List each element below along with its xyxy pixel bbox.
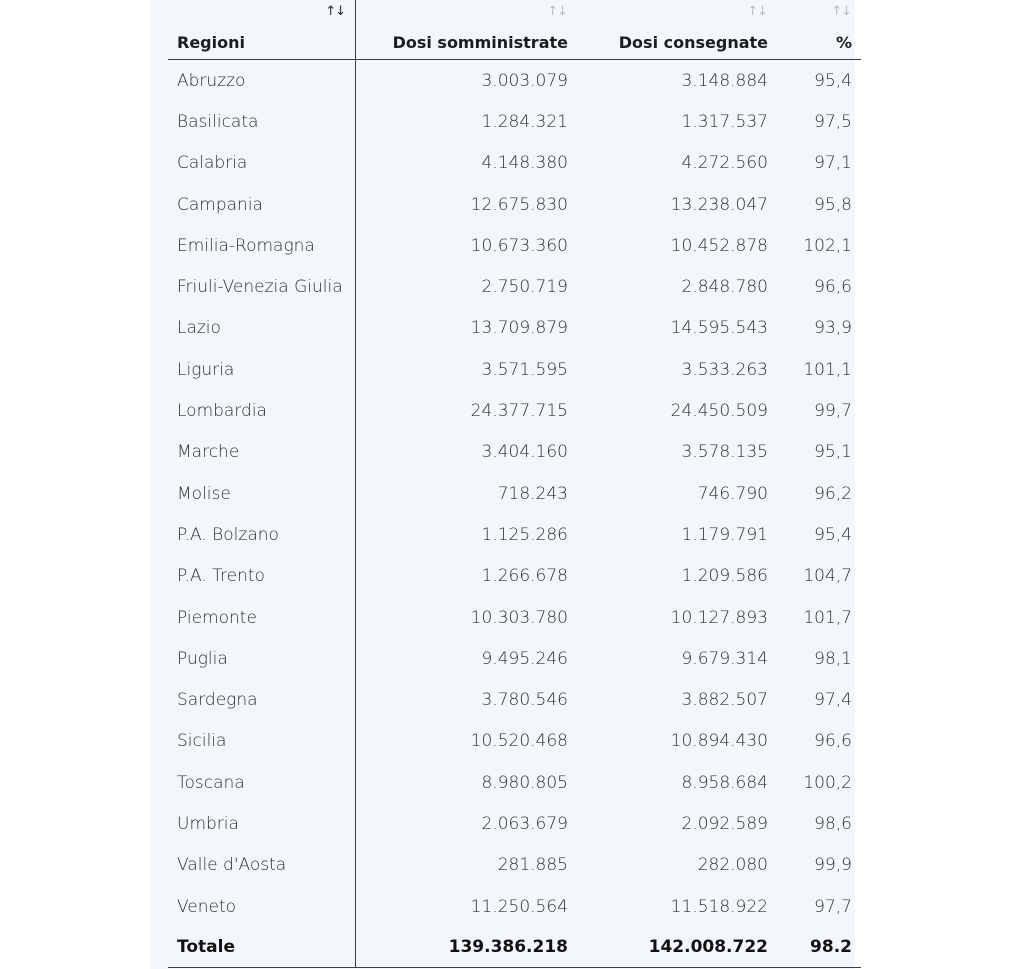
cell-percent: 97,1 — [814, 153, 852, 174]
cell-percent: 97,5 — [814, 111, 852, 132]
cell-delivered: 1.179.791 — [681, 524, 768, 545]
cell-percent: 100,2 — [803, 772, 852, 793]
cell-delivered: 4.272.560 — [681, 153, 768, 174]
cell-percent: 95,1 — [814, 442, 852, 463]
cell-percent: 93,9 — [814, 318, 852, 339]
cell-percent: 97,4 — [814, 690, 852, 711]
cell-administered: 2.750.719 — [481, 277, 568, 298]
cell-delivered: 3.533.263 — [681, 359, 768, 380]
cell-administered: 10.673.360 — [470, 235, 568, 256]
cell-region: Sardegna — [168, 679, 356, 720]
column-header-label: Dosi consegnate — [618, 33, 768, 52]
column-header-delivered[interactable] — [577, 0, 777, 60]
table-body — [168, 60, 861, 968]
column-header-label: Dosi somministrate — [392, 33, 568, 52]
cell-region: Piemonte — [168, 597, 356, 638]
sort-arrows-icon[interactable]: ↑↓ — [747, 4, 767, 19]
table-row — [168, 597, 861, 638]
table-row — [168, 845, 861, 886]
table-row — [168, 101, 861, 142]
table-row — [168, 432, 861, 473]
cell-region: Lombardia — [168, 390, 356, 431]
cell-percent: 97,7 — [814, 896, 852, 917]
table-row — [168, 803, 861, 844]
cell-region: Lazio — [168, 308, 356, 349]
cell-percent: 101,1 — [803, 359, 852, 380]
table-row — [168, 556, 861, 597]
table-row — [168, 514, 861, 555]
table-row — [168, 473, 861, 514]
cell-region: Umbria — [168, 803, 356, 844]
cell-administered: 1.125.286 — [481, 524, 568, 545]
cell-delivered: 2.848.780 — [681, 277, 768, 298]
cell-region: Calabria — [168, 143, 356, 184]
cell-percent: 98,6 — [814, 813, 852, 834]
cell-delivered: 24.450.509 — [670, 401, 768, 422]
cell-administered: 281.885 — [497, 855, 568, 876]
cell-region: Liguria — [168, 349, 356, 390]
cell-region: P.A. Bolzano — [168, 514, 356, 555]
cell-percent: 99,7 — [814, 401, 852, 422]
cell-administered: 4.148.380 — [481, 153, 568, 174]
table-row — [168, 308, 861, 349]
cell-administered: 3.571.595 — [481, 359, 568, 380]
cell-delivered: 10.452.878 — [670, 235, 768, 256]
table-row — [168, 266, 861, 307]
total-percent: 98.2 — [777, 927, 861, 968]
table-row — [168, 638, 861, 679]
table-header — [168, 0, 861, 60]
total-row — [168, 927, 861, 968]
total-delivered: 142.008.722 — [577, 927, 777, 968]
column-header-percent[interactable] — [777, 0, 861, 60]
cell-percent: 95,4 — [814, 70, 852, 91]
cell-administered: 13.709.879 — [470, 318, 568, 339]
cell-percent: 96,6 — [814, 277, 852, 298]
cell-administered: 12.675.830 — [470, 194, 568, 215]
cell-administered: 11.250.564 — [470, 896, 568, 917]
cell-region: Friuli-Venezia Giulia — [168, 266, 356, 307]
cell-percent: 95,4 — [814, 524, 852, 545]
cell-region: Toscana — [168, 762, 356, 803]
header-row — [168, 0, 861, 60]
table-row — [168, 679, 861, 720]
cell-region: Campania — [168, 184, 356, 225]
cell-percent: 96,2 — [814, 483, 852, 504]
cell-delivered: 8.958.684 — [681, 772, 768, 793]
cell-region: Abruzzo — [168, 60, 356, 102]
cell-delivered: 10.894.430 — [670, 731, 768, 752]
cell-delivered: 2.092.589 — [681, 813, 768, 834]
table-row — [168, 886, 861, 927]
total-administered: 139.386.218 — [356, 927, 578, 968]
cell-administered: 2.063.679 — [481, 813, 568, 834]
cell-region: Veneto — [168, 886, 356, 927]
cell-administered: 3.780.546 — [481, 690, 568, 711]
cell-region: P.A. Trento — [168, 556, 356, 597]
sort-arrows-icon[interactable]: ↑↓ — [831, 4, 851, 19]
cell-percent: 99,9 — [814, 855, 852, 876]
cell-delivered: 10.127.893 — [670, 607, 768, 628]
cell-administered: 9.495.246 — [481, 648, 568, 669]
table-row — [168, 721, 861, 762]
cell-delivered: 3.578.135 — [681, 442, 768, 463]
cell-region: Sicilia — [168, 721, 356, 762]
table-row — [168, 60, 861, 102]
table-row — [168, 143, 861, 184]
cell-administered: 8.980.805 — [481, 772, 568, 793]
cell-administered: 10.303.780 — [470, 607, 568, 628]
cell-delivered: 14.595.543 — [670, 318, 768, 339]
cell-delivered: 1.209.586 — [681, 566, 768, 587]
column-header-label: % — [835, 33, 852, 52]
column-header-administered[interactable] — [356, 0, 578, 60]
cell-delivered: 282.080 — [697, 855, 768, 876]
cell-region: Emilia-Romagna — [168, 225, 356, 266]
total-label: Totale — [168, 927, 356, 968]
cell-percent: 101,7 — [803, 607, 852, 628]
vaccine-doses-table — [168, 0, 861, 968]
cell-delivered: 13.238.047 — [670, 194, 768, 215]
table-row — [168, 184, 861, 225]
column-header-label: Regioni — [177, 33, 245, 52]
column-header-regions[interactable] — [168, 0, 356, 60]
cell-delivered: 3.882.507 — [681, 690, 768, 711]
cell-administered: 718.243 — [497, 483, 568, 504]
cell-administered: 24.377.715 — [470, 401, 568, 422]
sort-arrows-icon[interactable]: ↑↓ — [547, 4, 567, 19]
cell-percent: 102,1 — [803, 235, 852, 256]
cell-administered: 3.404.160 — [481, 442, 568, 463]
cell-percent: 104,7 — [803, 566, 852, 587]
cell-administered: 1.266.678 — [481, 566, 568, 587]
cell-percent: 95,8 — [814, 194, 852, 215]
cell-administered: 3.003.079 — [481, 70, 568, 91]
cell-delivered: 9.679.314 — [681, 648, 768, 669]
cell-region: Basilicata — [168, 101, 356, 142]
cell-region: Molise — [168, 473, 356, 514]
cell-administered: 1.284.321 — [481, 111, 568, 132]
cell-delivered: 746.790 — [697, 483, 768, 504]
cell-region: Valle d'Aosta — [168, 845, 356, 886]
cell-administered: 10.520.468 — [470, 731, 568, 752]
cell-delivered: 1.317.537 — [681, 111, 768, 132]
cell-percent: 98,1 — [814, 648, 852, 669]
cell-delivered: 3.148.884 — [681, 70, 768, 91]
table-row — [168, 390, 861, 431]
table-row — [168, 762, 861, 803]
sort-arrows-icon[interactable]: ↑↓ — [325, 4, 345, 19]
cell-region: Marche — [168, 432, 356, 473]
cell-region: Puglia — [168, 638, 356, 679]
table-row — [168, 225, 861, 266]
cell-delivered: 11.518.922 — [670, 896, 768, 917]
cell-percent: 96,6 — [814, 731, 852, 752]
table-row — [168, 349, 861, 390]
